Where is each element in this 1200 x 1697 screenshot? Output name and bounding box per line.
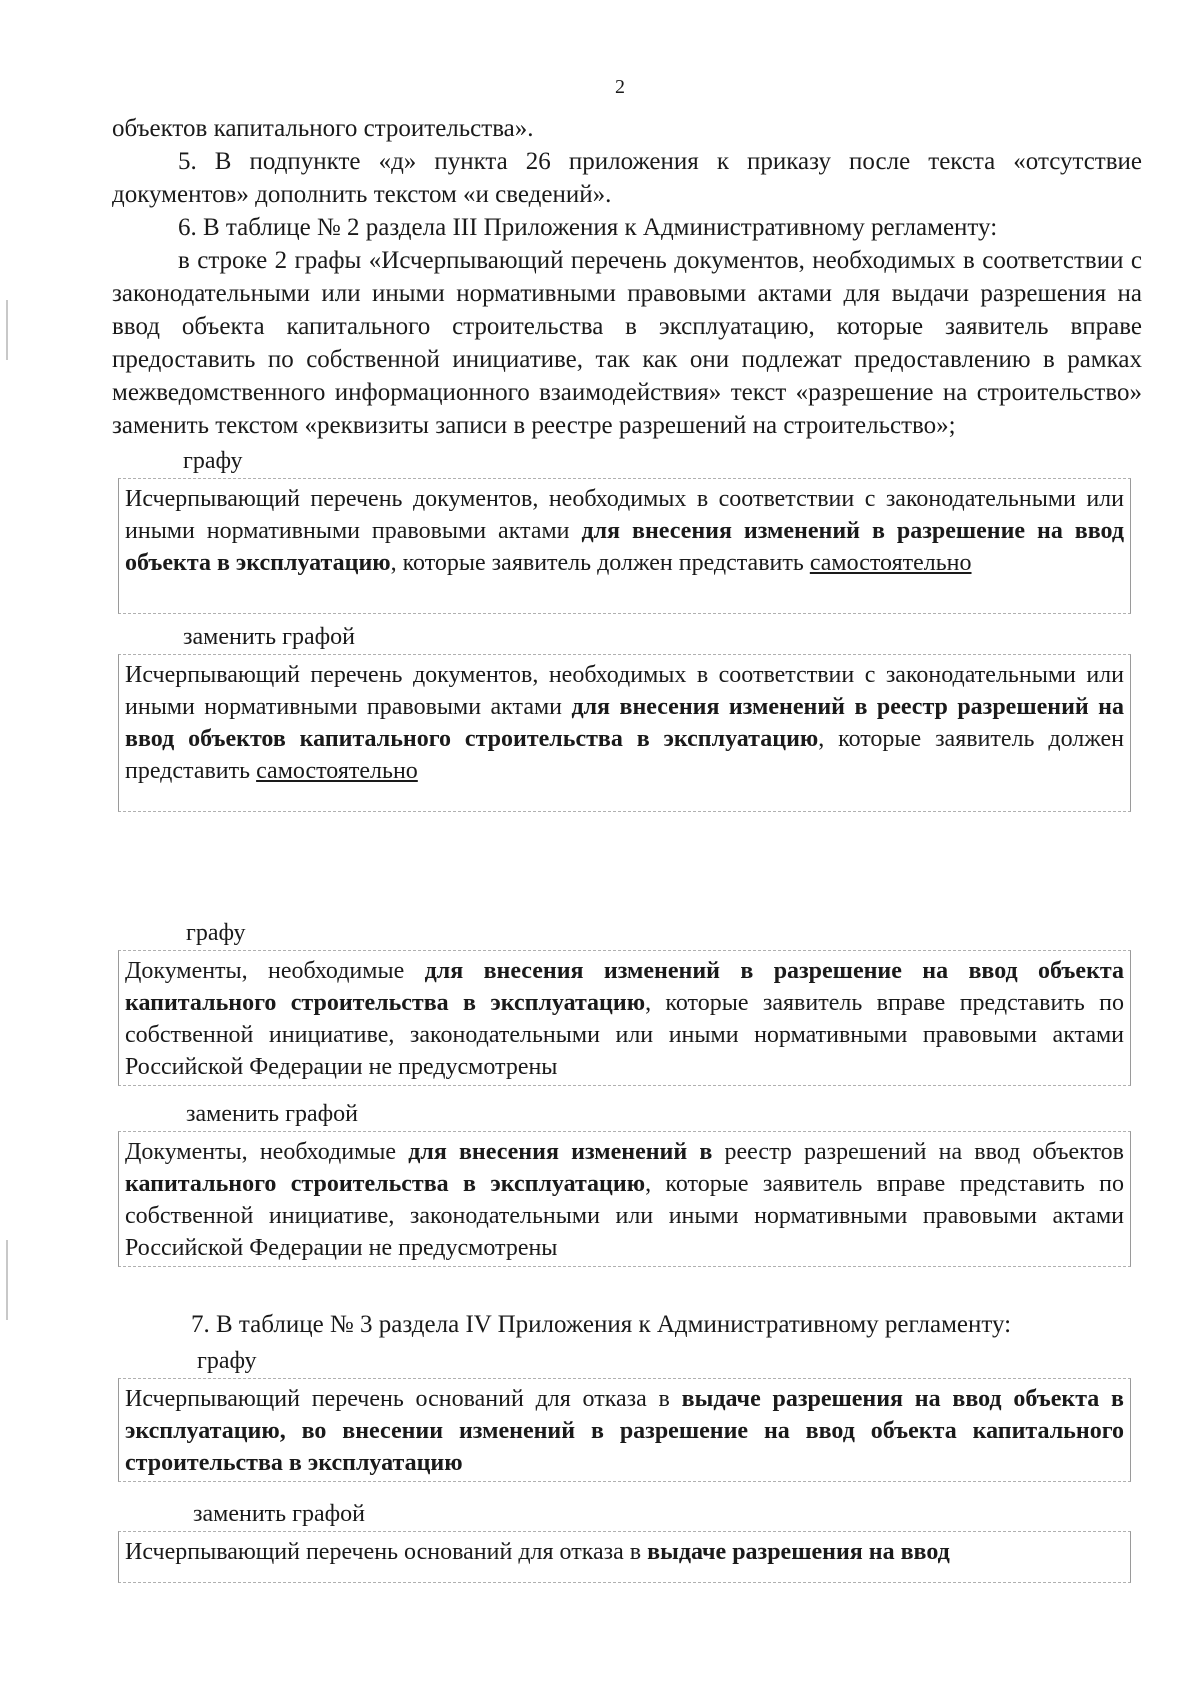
box2-bold: для внесения изменений в реестр разрешений на ввод объектов капитального строительства в эксплуатацию <box>125 694 1125 752</box>
box1-text: Исчерпывающий перечень документов, необходимых в соответствии с законодательными или иными нормативными правовыми актами <box>125 486 1124 544</box>
scan-artifact <box>6 300 8 360</box>
box2-underline: самостоятельно <box>256 758 418 784</box>
item-6-heading: 6. В таблице № 2 раздела III Приложения к Административному регламенту: <box>178 214 998 241</box>
item-6-text: в строке 2 графы «Исчерпывающий перечень документов, необходимых в соответствии с законодательными или иными нормативными правовыми актами для выдачи разрешения на ввод объекта капитального строительства в эксплуатацию, которые заявитель вправе предоставить по собственной инициативе, так как они подлежат предоставлению в рамках межведомственного информационного взаимодействия» текст «разрешение на строительство» заменить текстом «реквизиты записи в реестре разрешений на строительство»; <box>112 247 1142 439</box>
box4-bold: для внесения изменений в <box>408 1139 713 1165</box>
page-number: 2 <box>615 76 625 98</box>
box5-bold: выдаче разрешения на ввод объекта в эксплуатацию, во внесении изменений в разрешение на ввод объекта капитального строительства в эксплуатацию <box>125 1386 1124 1476</box>
item-7-heading: 7. В таблице № 3 раздела IV Приложения к Административному регламенту: <box>191 1311 1012 1338</box>
label-zamenit-grafoy: заменить графой <box>193 1501 365 1527</box>
label-zamenit-grafoy: заменить графой <box>186 1101 358 1127</box>
box4-bold-2: капитального строительства в эксплуатацию <box>125 1171 646 1197</box>
box4-text: Документы, необходимые <box>125 1139 409 1165</box>
label-grafu: графу <box>197 1348 257 1374</box>
table-cell-old-3 <box>118 1378 1131 1482</box>
label-grafu: графу <box>186 920 246 946</box>
box1-bold: для внесения изменений в разрешение на ввод объекта в эксплуатацию <box>125 518 1125 576</box>
table-cell-new-1 <box>118 654 1131 812</box>
table-cell-new-2 <box>118 1131 1131 1267</box>
box4-text-3: , которые заявитель вправе представить по собственной инициативе, законодательными или иными нормативными правовыми актами Российской Федерации не предусмотрены <box>125 1171 1124 1261</box>
item-5: 5. В подпункте «д» пункта 26 приложения к приказу после текста «отсутствие документов» дополнить текстом «и сведений». <box>112 148 1142 208</box>
box3-bold: для внесения изменений в разрешение на ввод объекта капитального строительства в эксплуатацию <box>125 958 1124 1016</box>
box1-underline: самостоятельно <box>809 550 972 576</box>
box3-text-2: , которые заявитель вправе представить по собственной инициативе, законодательными или иными нормативными правовыми актами Российской Федерации не предусмотрены <box>125 990 1124 1080</box>
box3-text: Документы, необходимые <box>125 958 425 984</box>
scan-artifact <box>6 1240 8 1320</box>
intro-line: объектов капитального строительства». <box>112 115 534 142</box>
table-cell-old-1 <box>118 478 1131 614</box>
box4-text-2: реестр разрешений на ввод объектов <box>712 1139 1124 1165</box>
box2-text: Исчерпывающий перечень документов, необходимых в соответствии с законодательными или иными нормативными правовыми актами <box>125 662 1124 720</box>
box6-bold: выдаче разрешения на ввод <box>647 1539 950 1565</box>
box1-text-2: , которые заявитель должен представить <box>390 550 810 576</box>
box2-text-2: , которые заявитель должен представить <box>125 726 1124 784</box>
label-grafu: графу <box>183 448 243 474</box>
table-cell-old-2 <box>118 950 1131 1086</box>
label-zamenit-grafoy: заменить графой <box>183 624 355 650</box>
box5-text: Исчерпывающий перечень оснований для отказа в <box>125 1386 682 1412</box>
table-cell-new-3 <box>118 1531 1131 1583</box>
box6-text: Исчерпывающий перечень оснований для отказа в <box>125 1539 648 1565</box>
